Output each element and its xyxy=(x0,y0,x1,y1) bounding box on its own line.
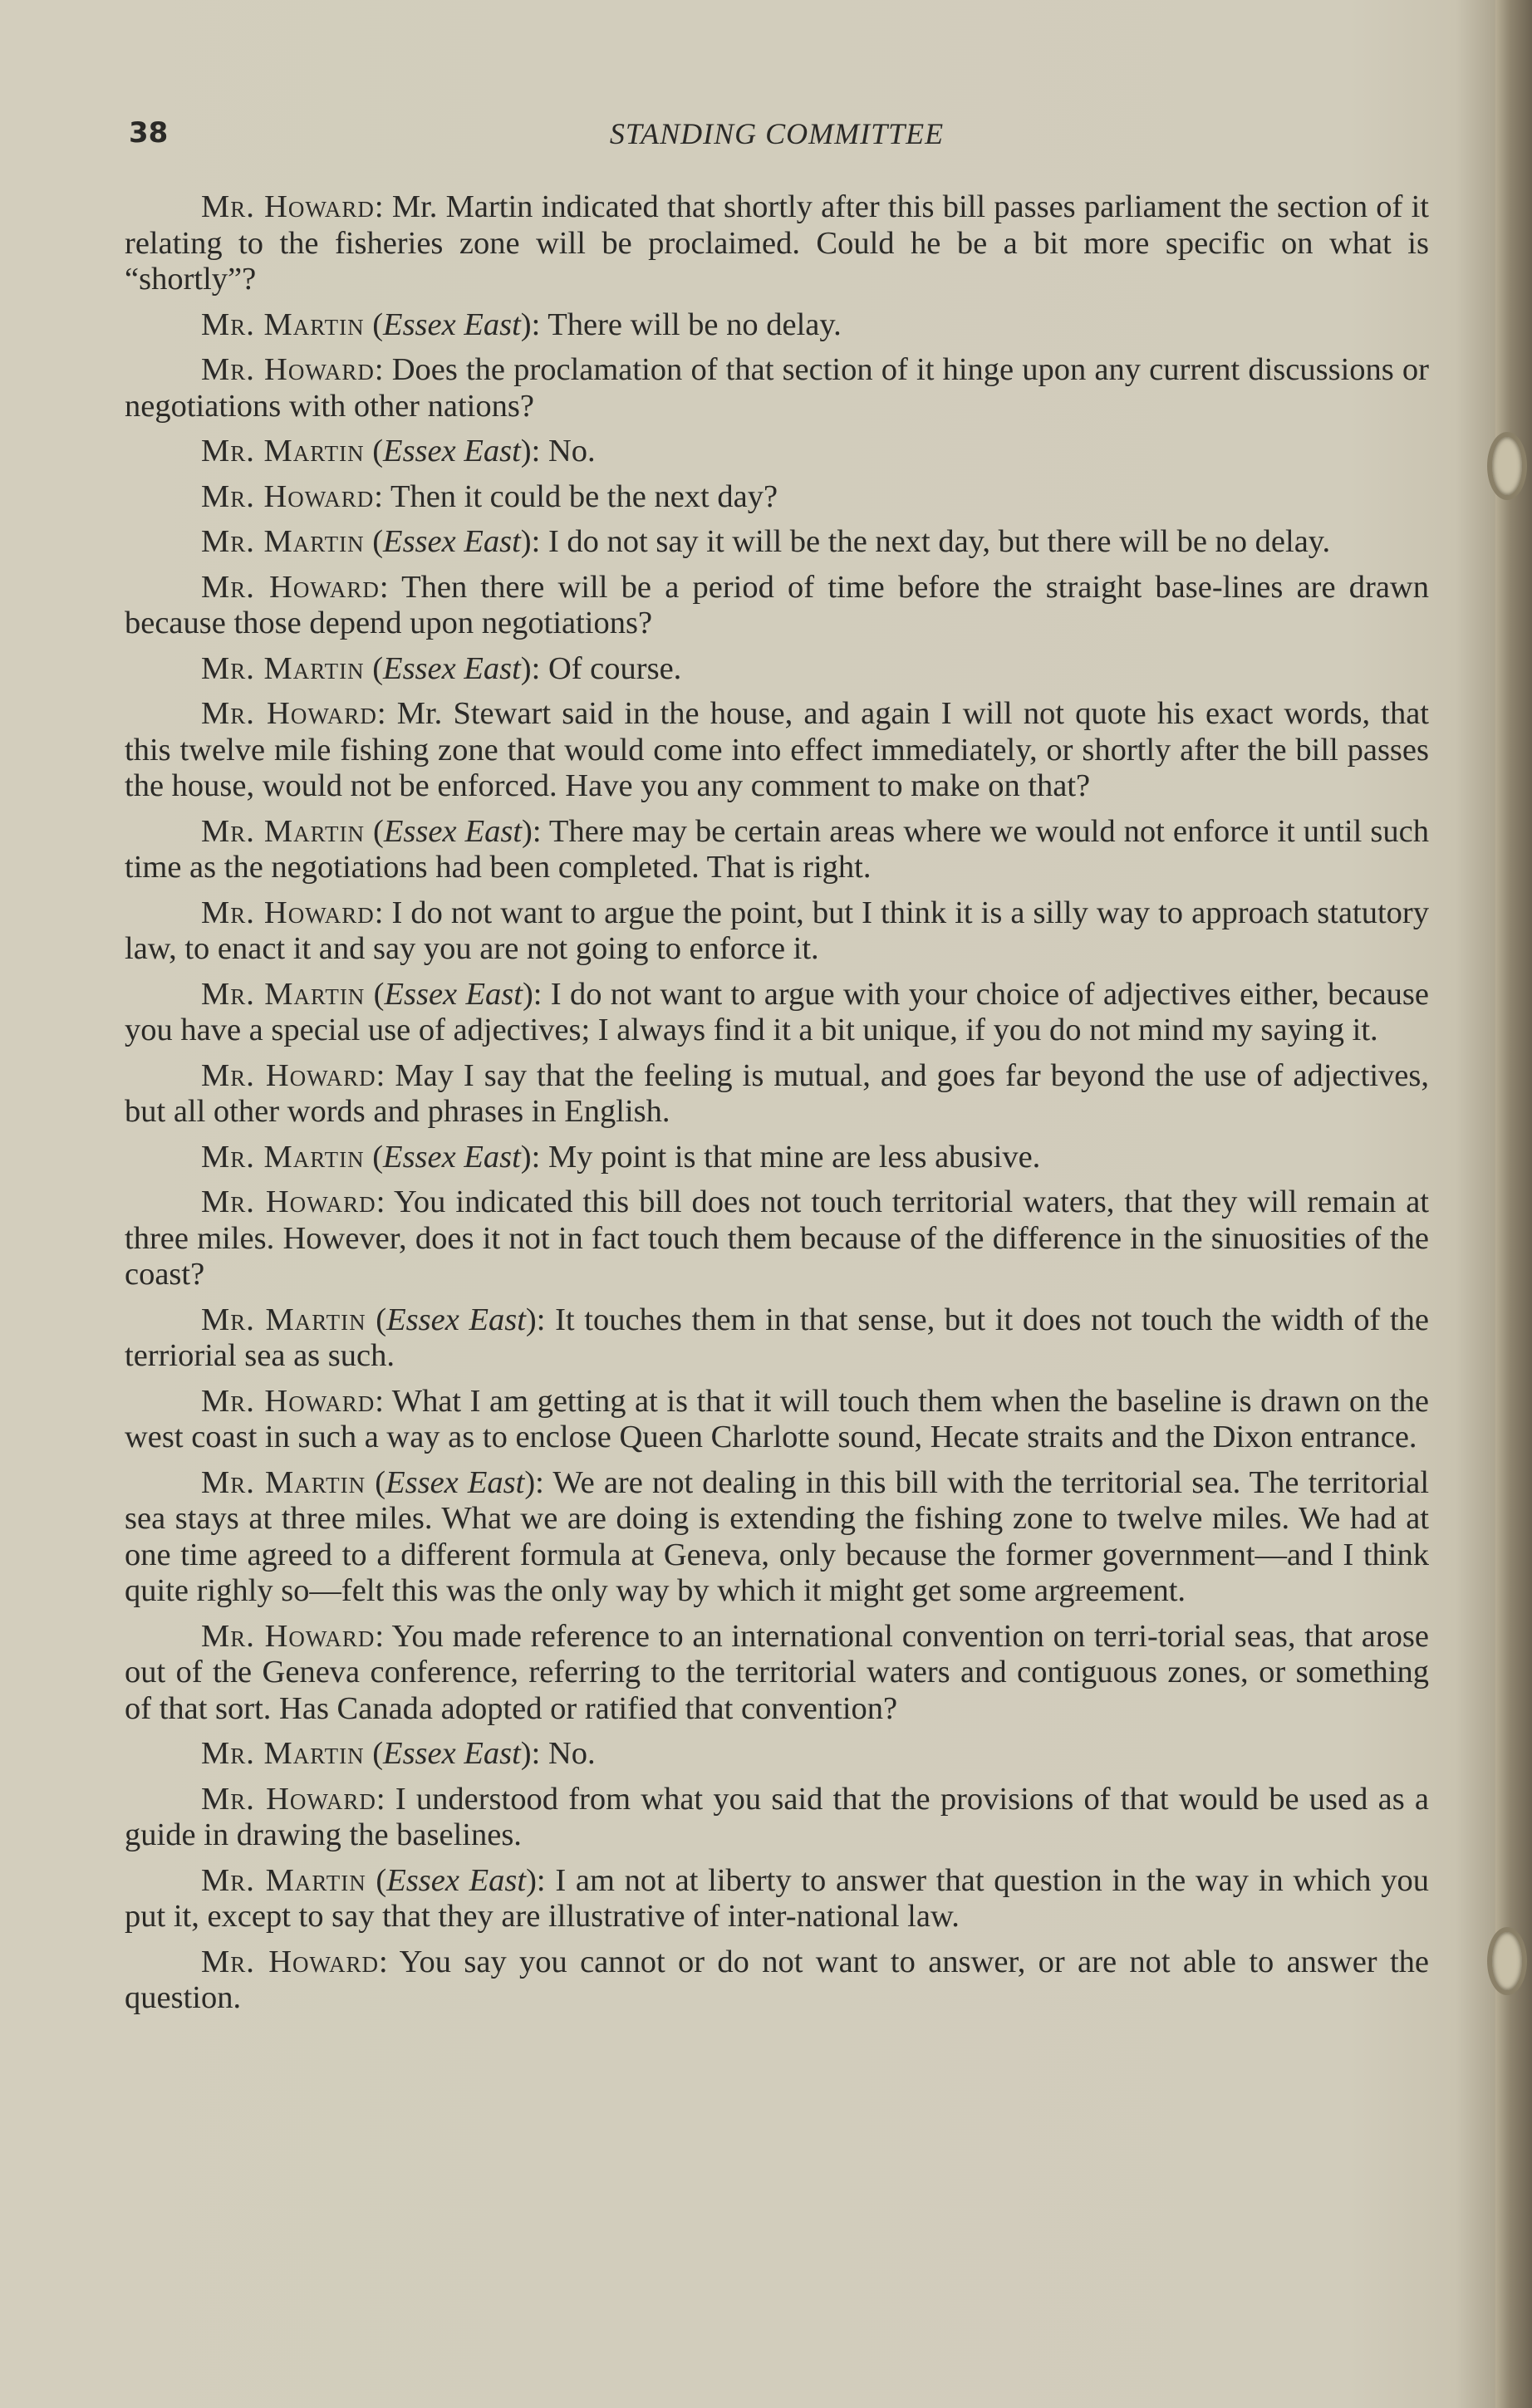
paragraph-text: Mr. Stewart said in the house, and again I will not quote his exact words, that this twelve mile fishing zone that would come into effect immediately, or shortly after the bill passes the house, would not be enforced. Have you any comment to make on that? xyxy=(125,696,1429,803)
speaker-riding: Essex East xyxy=(386,1302,526,1337)
paragraph-text: I do not want to argue with your choice of adjectives either, because you have a special use of adjectives; I always find it a bit unique, if you do not mind my saying it. xyxy=(125,976,1429,1047)
paragraph-text: We are not dealing in this bill with the territorial sea. The territorial sea stays at three miles. What we are doing is extending the fishing zone to twelve miles. We had at one time agreed to a different formula at Geneva, only because the former government—and I think quite righly so—felt this was the only way by which it might get some argreement. xyxy=(125,1464,1430,1608)
speaker-name: Mr. Howard xyxy=(201,1383,376,1419)
speaker-name: Mr. Martin xyxy=(201,1736,365,1771)
paragraph-text: No. xyxy=(547,1736,596,1771)
speaker-riding: Essex East xyxy=(383,813,523,849)
binding-ring-icon xyxy=(1487,432,1527,500)
speaker-name: Mr. Howard xyxy=(201,478,375,514)
transcript-paragraph: Mr. Howard: Mr. Stewart said in the house, and again I will not quote his exact words, that this twelve mile fishing zone that would come into effect immediately, or shortly after the bill passes the house, would not be enforced. Have you any comment to make on that? xyxy=(125,696,1429,803)
paragraph-text: May I say that the feeling is mutual, and goes far beyond the use of adjectives, but all other words and phrases in English. xyxy=(125,1057,1429,1129)
paragraph-text: Then it could be the next day? xyxy=(390,478,778,514)
paragraph-text: You say you cannot or do not want to answer, or are not able to answer the question. xyxy=(125,1944,1429,2015)
speaker-riding: Essex East xyxy=(383,524,521,559)
speaker-name: Mr. Howard xyxy=(201,569,380,605)
speaker-riding: Essex East xyxy=(383,1139,521,1175)
speaker-riding: Essex East xyxy=(383,307,521,342)
transcript-paragraph: Mr. Howard: Mr. Martin indicated that shortly after this bill passes parliament the section of it relating to the fisheries zone will be proclaimed. Could he be a bit more specific on what is “shortly”? xyxy=(125,189,1429,297)
transcript-paragraph: Mr. Howard: You made reference to an international convention on terri-torial seas, that arose out of the Geneva conference, referring to the territorial waters and contiguous zones, or something of that sort. Has Canada adopted or ratified that convention? xyxy=(125,1618,1429,1726)
transcript-paragraph: Mr. Martin (Essex East): My point is that mine are less abusive. xyxy=(201,1139,1041,1175)
transcript-paragraph: Mr. Howard: Does the proclamation of that section of it hinge upon any current discussions or negotiations with other nations? xyxy=(125,352,1429,424)
transcript-paragraph: Mr. Howard: You say you cannot or do not want to answer, or are not able to answer the question. xyxy=(125,1944,1429,2015)
paragraph-text: What I am getting at is that it will touch them when the baseline is drawn on the west coast in such a way as to enclose Queen Charlotte sound, Hecate straits and the Dixon entrance. xyxy=(125,1383,1429,1454)
transcript-paragraph: Mr. Howard: I do not want to argue the point, but I think it is a silly way to approach statutory law, to enact it and say you are not going to enforce it. xyxy=(125,895,1429,966)
page-header xyxy=(129,116,1425,158)
paragraph-text: You indicated this bill does not touch territorial waters, that they will remain at three miles. However, does it not in fact touch them because of the difference in the sinuosities of the coast? xyxy=(125,1184,1429,1292)
speaker-name: Mr. Howard xyxy=(201,1944,379,1979)
page-number: 38 xyxy=(129,116,169,150)
transcript-paragraph: Mr. Martin (Essex East): I do not want to argue with your choice of adjectives either, because you have a special use of adjectives; I always find it a bit unique, if you do not mind my saying it. xyxy=(125,976,1429,1047)
paragraph-text: My point is that mine are less abusive. xyxy=(547,1139,1041,1175)
transcript-paragraph: Mr. Martin (Essex East): No. xyxy=(201,434,596,468)
speaker-name: Mr. Howard xyxy=(201,352,375,387)
transcript-paragraph: Mr. Howard: May I say that the feeling is mutual, and goes far beyond the use of adjectives, but all other words and phrases in English. xyxy=(125,1057,1429,1129)
speaker-name: Mr. Martin xyxy=(201,1464,366,1500)
transcript-paragraph: Mr. Martin (Essex East): No. xyxy=(201,1736,596,1771)
speaker-riding: Essex East xyxy=(386,1862,527,1898)
paragraph-text: There may be certain areas where we would not enforce it until such time as the negotiations had been completed. That is right. xyxy=(125,813,1429,885)
speaker-name: Mr. Martin xyxy=(201,524,365,559)
paragraph-text: Does the proclamation of that section of it hinge upon any current discussions or negotiations with other nations? xyxy=(125,352,1429,424)
transcript-paragraph: Mr. Martin (Essex East): It touches them in that sense, but it does not touch the width of the terriorial sea as such. xyxy=(125,1302,1429,1373)
speaker-riding: Essex East xyxy=(383,434,521,468)
paragraph-text: You made reference to an international convention on terri-torial seas, that arose out of the Geneva conference, referring to the territorial waters and contiguous zones, or something of that sort. Has Canada adopted or ratified that convention? xyxy=(125,1618,1429,1726)
speaker-name: Mr. Martin xyxy=(201,1139,365,1175)
paragraph-text: Mr. Martin indicated that shortly after this bill passes parliament the section of it relating to the fisheries zone will be proclaimed. Could he be a bit more specific on what is “shortly”? xyxy=(125,189,1429,297)
paragraph-text: Then there will be a period of time before the straight base-lines are drawn because those depend upon negotiations? xyxy=(125,569,1429,640)
transcript-paragraph: Mr. Howard: I understood from what you said that the provisions of that would be used as a guide in drawing the baselines. xyxy=(125,1781,1429,1852)
speaker-name: Mr. Martin xyxy=(201,650,365,686)
speaker-name: Mr. Martin xyxy=(201,434,365,468)
transcript-paragraph: Mr. Martin (Essex East): I do not say it will be the next day, but there will be no delay. xyxy=(201,524,1331,559)
paragraph-text: I do not say it will be the next day, but there will be no delay. xyxy=(547,524,1331,559)
speaker-riding: Essex East xyxy=(384,976,523,1012)
transcript-paragraph: Mr. Howard: Then it could be the next day? xyxy=(201,478,778,514)
transcript-paragraph: Mr. Martin (Essex East): There may be certain areas where we would not enforce it until such time as the negotiations had been completed. That is right. xyxy=(125,813,1429,885)
paragraph-text: No. xyxy=(547,434,596,468)
paragraph-text: I understood from what you said that the provisions of that would be used as a guide in drawing the baselines. xyxy=(125,1781,1429,1852)
paragraph-text: It touches them in that sense, but it does not touch the width of the terriorial sea as such. xyxy=(125,1302,1429,1373)
speaker-name: Mr. Howard xyxy=(201,1057,376,1093)
speaker-name: Mr. Howard xyxy=(201,189,375,224)
speaker-name: Mr. Martin xyxy=(201,1302,366,1337)
transcript-paragraph: Mr. Martin (Essex East): We are not dealing in this bill with the territorial sea. The territorial sea stays at three miles. What we are doing is extending the fishing zone to twelve miles. We had at one time agreed to a different formula at Geneva, only because the former government—and I think quite righly so—felt this was the only way by which it might get some argreement. xyxy=(125,1464,1430,1608)
transcript-paragraph: Mr. Martin (Essex East): I am not at liberty to answer that question in the way in which you put it, except to say that they are illustrative of inter-national law. xyxy=(125,1862,1429,1934)
speaker-riding: Essex East xyxy=(383,1736,521,1771)
speaker-name: Mr. Martin xyxy=(201,1862,366,1898)
paragraph-text: Of course. xyxy=(547,650,682,686)
speaker-name: Mr. Howard xyxy=(201,1781,376,1817)
transcript-paragraph: Mr. Martin (Essex East): Of course. xyxy=(201,650,682,686)
speaker-name: Mr. Martin xyxy=(201,307,365,342)
transcript-paragraph: Mr. Howard: What I am getting at is that it will touch them when the baseline is drawn on the west coast in such a way as to enclose Queen Charlotte sound, Hecate straits and the Dixon entrance. xyxy=(125,1383,1429,1454)
speaker-riding: Essex East xyxy=(385,1464,525,1500)
paragraph-text: There will be no delay. xyxy=(547,307,842,342)
paragraph-text: I am not at liberty to answer that question in the way in which you put it, except to say that they are illustrative of inter-national law. xyxy=(125,1862,1429,1934)
speaker-name: Mr. Howard xyxy=(201,696,377,731)
running-title: STANDING COMMITTEE xyxy=(609,117,945,150)
transcript-paragraph: Mr. Howard: Then there will be a period of time before the straight base-lines are drawn because those depend upon negotiations? xyxy=(125,569,1429,640)
binding-ring-icon xyxy=(1487,1927,1527,1995)
speaker-name: Mr. Howard xyxy=(201,1184,376,1219)
speaker-name: Mr. Howard xyxy=(201,895,375,930)
transcript-paragraph: Mr. Howard: You indicated this bill does not touch territorial waters, that they will remain at three miles. However, does it not in fact touch them because of the difference in the sinuosities of the coast? xyxy=(125,1184,1429,1292)
speaker-name: Mr. Martin xyxy=(201,813,366,849)
speaker-name: Mr. Howard xyxy=(201,1618,376,1654)
transcript-paragraph: Mr. Martin (Essex East): There will be no delay. xyxy=(201,307,842,342)
speaker-name: Mr. Martin xyxy=(201,976,366,1012)
transcript-body xyxy=(125,189,1429,2026)
speaker-riding: Essex East xyxy=(383,650,521,686)
book-binding-edge xyxy=(1495,0,1532,2408)
paragraph-text: I do not want to argue the point, but I think it is a silly way to approach statutory law, to enact it and say you are not going to enforce it. xyxy=(125,895,1429,966)
